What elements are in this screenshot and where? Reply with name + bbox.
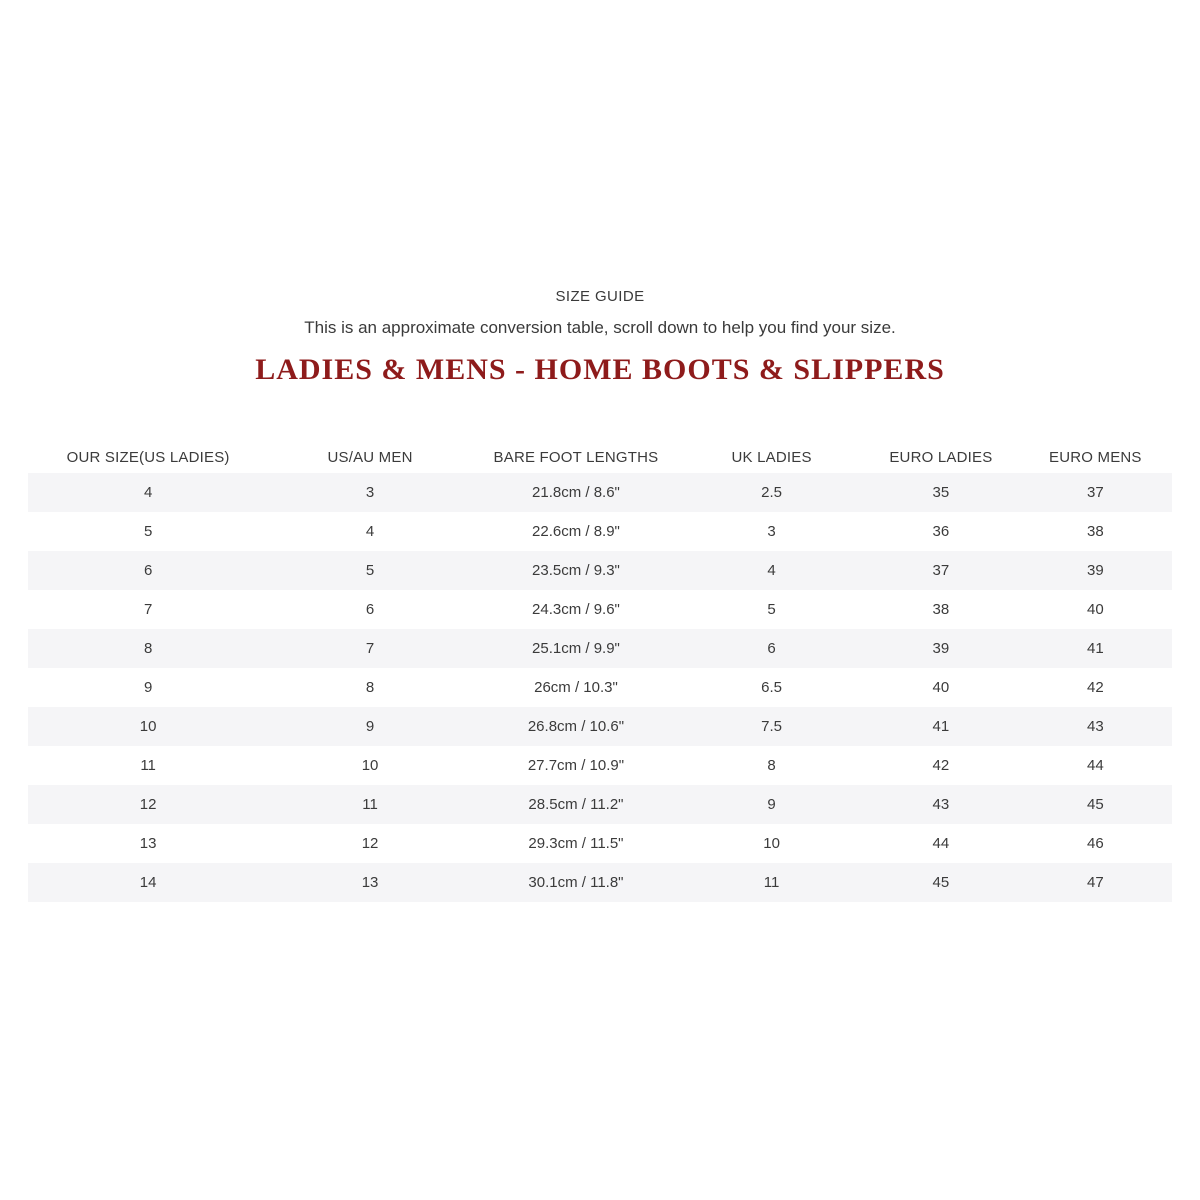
table-cell: 39 xyxy=(932,639,950,657)
table-row xyxy=(28,590,1172,629)
table-cell: 10 xyxy=(139,717,157,735)
table-cell: 35 xyxy=(932,483,950,501)
size-guide-description: This is an approximate conversion table, scroll down to help you find your size. xyxy=(304,317,896,337)
table-cell: 5 xyxy=(365,561,375,579)
column-header: EURO MENS xyxy=(1019,442,1172,473)
table-cell: 5 xyxy=(143,522,153,540)
table-cell: 12 xyxy=(139,795,157,813)
table-row xyxy=(28,512,1172,551)
table-cell: 28.5cm / 11.2" xyxy=(528,795,624,813)
table-cell: 9 xyxy=(767,795,776,813)
table-cell: 38 xyxy=(932,600,950,618)
table-cell: 40 xyxy=(932,678,950,696)
table-row xyxy=(28,785,1172,824)
table-cell: 37 xyxy=(1086,483,1104,501)
table-row xyxy=(28,707,1172,746)
table-cell: 47 xyxy=(1086,873,1104,891)
table-cell: 39 xyxy=(1086,561,1104,579)
table-cell: 41 xyxy=(1086,639,1104,657)
table-cell: 36 xyxy=(932,522,950,540)
table-header-row xyxy=(28,442,1172,473)
table-cell: 8 xyxy=(365,678,375,696)
table-cell: 27.7cm / 10.9" xyxy=(527,756,625,774)
table-cell: 29.3cm / 11.5" xyxy=(528,834,624,852)
table-cell: 6 xyxy=(365,600,375,618)
table-cell: 38 xyxy=(1086,522,1104,540)
column-header: BARE FOOT LENGTHS xyxy=(472,442,680,473)
size-conversion-table xyxy=(28,442,1172,902)
table-cell: 8 xyxy=(767,756,776,774)
table-cell: 25.1cm / 9.9" xyxy=(532,639,620,657)
table-cell: 6.5 xyxy=(761,678,782,696)
table-cell: 13 xyxy=(361,873,379,891)
table-cell: 40 xyxy=(1086,600,1104,618)
table-row xyxy=(28,746,1172,785)
table-cell: 21.8cm / 8.6" xyxy=(532,483,620,501)
table-cell: 2.5 xyxy=(761,483,782,501)
table-cell: 7.5 xyxy=(761,717,782,735)
table-cell: 12 xyxy=(361,834,379,852)
column-header: OUR SIZE(US LADIES) xyxy=(28,442,268,473)
table-cell: 10 xyxy=(763,834,780,852)
table-cell: 43 xyxy=(932,795,950,813)
table-cell: 4 xyxy=(143,483,153,501)
table-cell: 3 xyxy=(365,483,375,501)
table-row xyxy=(28,473,1172,512)
table-cell: 4 xyxy=(767,561,776,579)
table-row xyxy=(28,629,1172,668)
table-cell: 42 xyxy=(1086,678,1104,696)
table-cell: 11 xyxy=(362,795,378,813)
table-cell: 44 xyxy=(932,834,950,852)
size-guide-title: LADIES & MENS - HOME BOOTS & SLIPPERS xyxy=(255,352,945,386)
table-cell: 9 xyxy=(365,717,375,735)
size-guide-label: SIZE GUIDE xyxy=(555,288,645,305)
table-cell: 5 xyxy=(767,600,776,618)
table-row xyxy=(28,551,1172,590)
table-cell: 45 xyxy=(932,873,950,891)
table-cell: 6 xyxy=(767,639,776,657)
table-cell: 4 xyxy=(365,522,375,540)
table-cell: 6 xyxy=(143,561,153,579)
table-cell: 45 xyxy=(1086,795,1104,813)
table-cell: 42 xyxy=(932,756,950,774)
table-row xyxy=(28,668,1172,707)
table-cell: 7 xyxy=(143,600,153,618)
table-cell: 37 xyxy=(932,561,950,579)
table-cell: 26cm / 10.3" xyxy=(534,678,618,696)
table-cell: 13 xyxy=(139,834,157,852)
table-cell: 23.5cm / 9.3" xyxy=(532,561,620,579)
size-guide-header xyxy=(0,289,1200,386)
table-cell: 22.6cm / 8.9" xyxy=(532,522,620,540)
table-cell: 8 xyxy=(143,639,153,657)
table-cell: 26.8cm / 10.6" xyxy=(527,717,625,735)
table-cell: 43 xyxy=(1086,717,1104,735)
column-header: EURO LADIES xyxy=(863,442,1019,473)
table-body xyxy=(28,473,1172,902)
column-header: UK LADIES xyxy=(680,442,863,473)
table-cell: 9 xyxy=(143,678,153,696)
table-cell: 30.1cm / 11.8" xyxy=(528,873,624,891)
table-cell: 41 xyxy=(932,717,950,735)
column-header: US/AU MEN xyxy=(268,442,472,473)
table-cell: 14 xyxy=(139,873,157,891)
table-cell: 11 xyxy=(763,873,780,891)
table-row xyxy=(28,824,1172,863)
table-cell: 44 xyxy=(1086,756,1104,774)
table-cell: 11 xyxy=(140,756,156,774)
table-cell: 24.3cm / 9.6" xyxy=(532,600,620,618)
table-row xyxy=(28,863,1172,902)
table-cell: 7 xyxy=(365,639,375,657)
table-cell: 46 xyxy=(1086,834,1104,852)
table-cell: 10 xyxy=(361,756,379,774)
table-cell: 3 xyxy=(767,522,776,540)
